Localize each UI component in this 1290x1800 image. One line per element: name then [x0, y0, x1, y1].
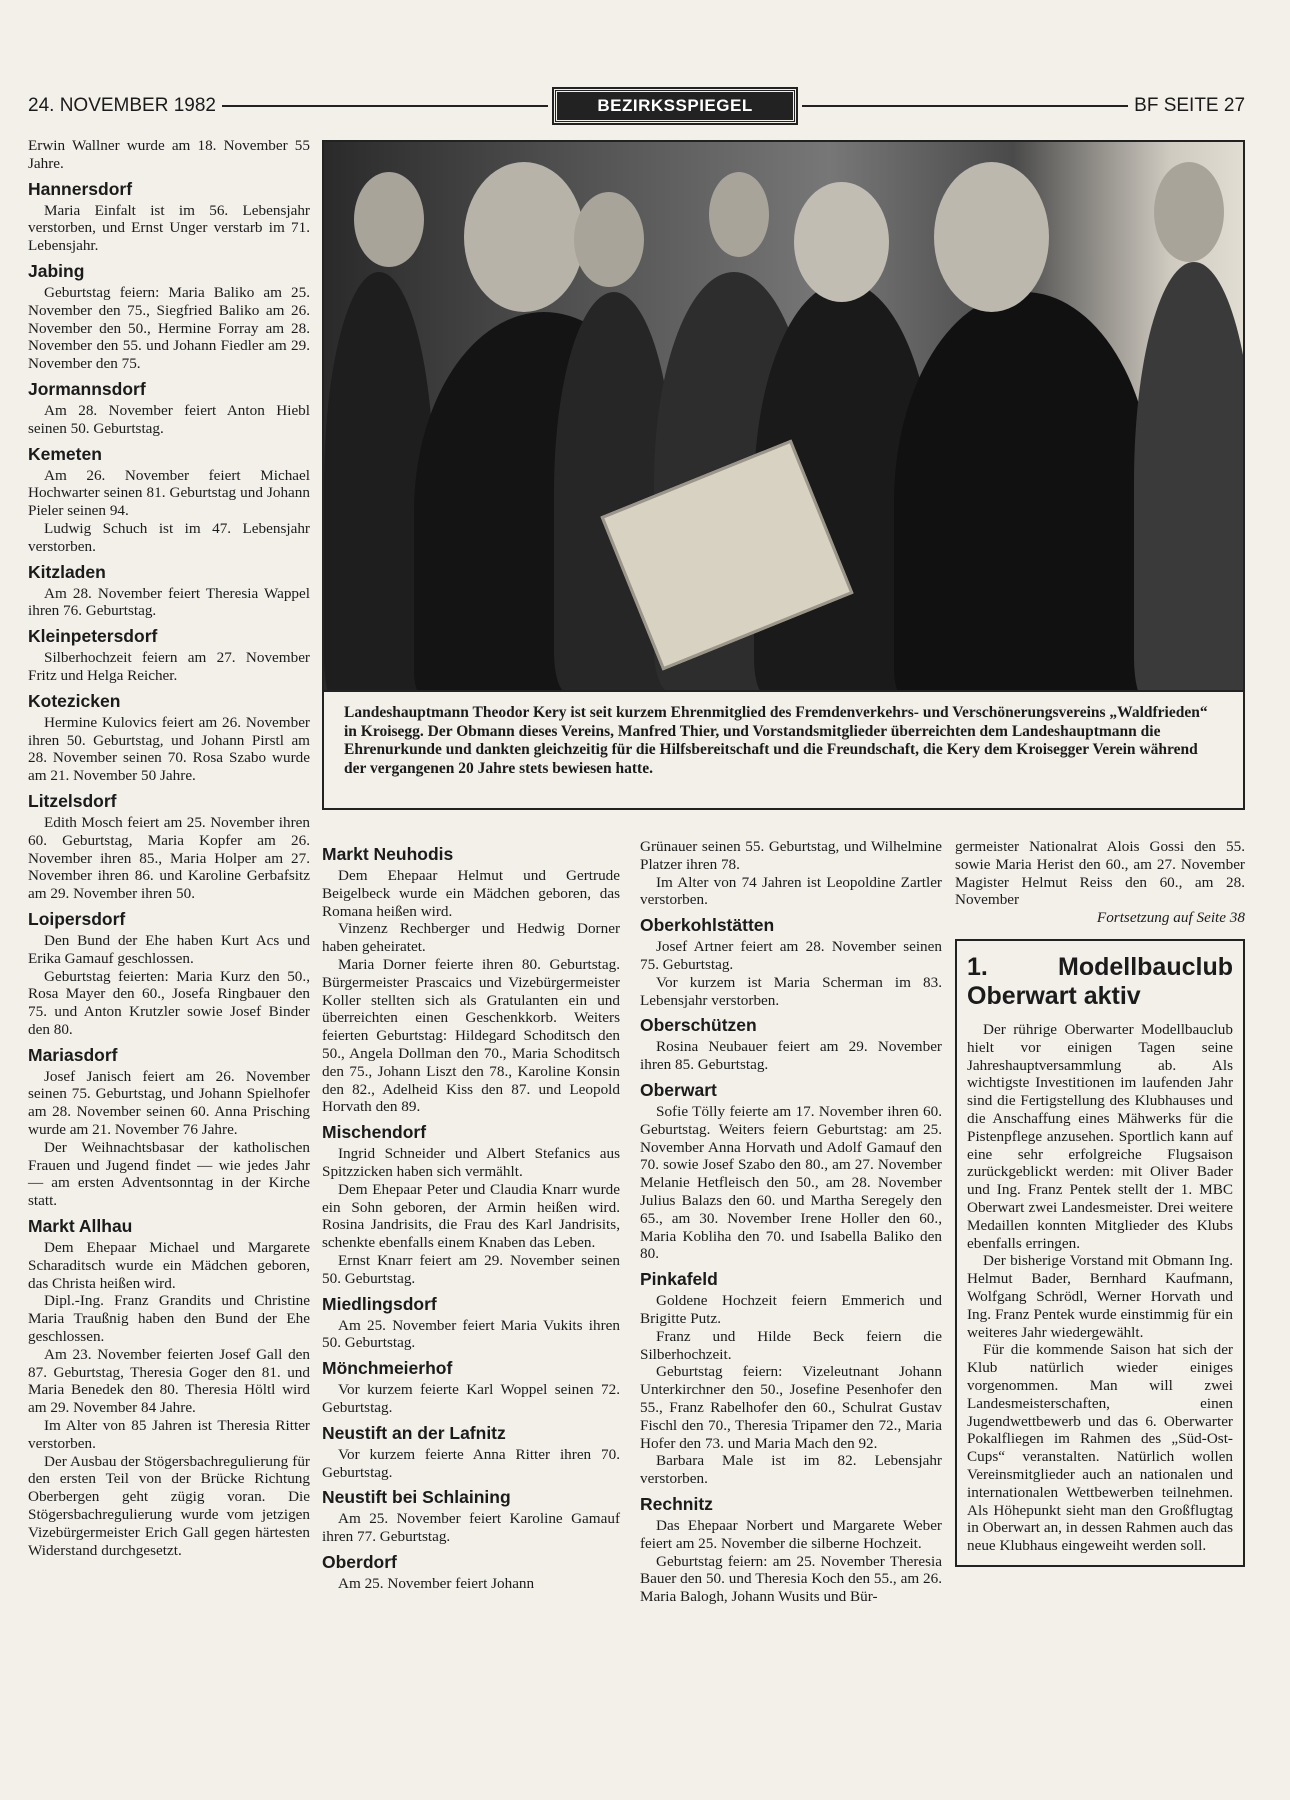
news-paragraph: Silberhochzeit feiern am 27. November Fritz und Helga Reicher.: [28, 649, 310, 684]
news-paragraph: Geburtstag feierten: Maria Kurz den 50., Rosa Mayer den 60., Josefa Ringbauer den 75. und Anton Krutzler sowie Josef Binder den 80.: [28, 967, 310, 1038]
section-heading: Mönchmeierhof: [322, 1358, 453, 1379]
section-heading: Kleinpetersdorf: [28, 626, 158, 647]
news-paragraph: Geburtstag feiern: Vizeleutnant Johann Unterkirchner den 50., Josefine Pesenhofer den 55., Franz Rabelhofer den 60., Schulrat Gustav Fischl den 70., Theresia Tripamer den 72., Maria Hofer den 73. und Maria Mach den 92.: [640, 1363, 942, 1452]
news-paragraph: Am 25. November feiert Maria Vukits ihren 50. Geburtstag.: [322, 1316, 620, 1352]
news-paragraph: Vor kurzem feierte Karl Woppel seinen 72. Geburtstag.: [322, 1381, 620, 1416]
section-heading: Neustift an der Lafnitz: [322, 1422, 506, 1443]
news-section: [28, 1045, 310, 1210]
news-paragraph: Am 23. November feierten Josef Gall den 87. Geburtstag, Theresia Goger den 81. und Maria Benedek den 80. Theresia Höltl wird am 29. November 84 Jahre.: [28, 1345, 310, 1417]
masthead: [28, 88, 1245, 124]
section-heading: Jabing: [28, 260, 85, 281]
photo-caption: Landeshauptmann Theodor Kery ist seit kurzem Ehrenmitglied des Fremdenverkehrs- und Verschönerungsvereins „Waldfrieden“ in Kroisegg. Der Obmann dieses Vereins, Manfred Thier, und Vorstandsmitglieder überreichten dem Landeshauptmann die Ehrenurkunde und dankten gleichzeitig für die Hilfsbereitschaft und die Freundschaft, die Kery dem Kroisegger Verein während der vergangenen 20 Jahre stets bewiesen hatte.: [322, 692, 1245, 810]
section-heading: Mischendorf: [322, 1122, 427, 1143]
section-heading: Jormannsdorf: [28, 378, 146, 399]
section-heading: Markt Allhau: [28, 1216, 133, 1237]
news-section: [322, 1552, 620, 1593]
news-section: [640, 1015, 942, 1074]
news-section: [28, 261, 310, 373]
section-heading: Hannersdorf: [28, 178, 133, 199]
section-heading: Kitzladen: [28, 561, 106, 582]
divider: [802, 105, 1128, 107]
news-paragraph: Sofie Tölly feierte am 17. November ihren 60. Geburtstag. Weiters feiern Geburtstag: am 25. November Anna Horvath und Adolf Gamauf den 70. sowie Josef Szabo den 80., am 27. November Melanie Hetfleisch den 50., am 28. November Julius Balazs den 60. und Martha Seregely den 65., am 30. November Irene Holler den 60., Maria Kobliha den 70. und Isabella Baliko den 80.: [640, 1102, 942, 1263]
continued-text: germeister Nationalrat Alois Gossi den 55. sowie Maria Herist den 60., am 27. November Magister Helmut Reiss den 60., am 28. November: [955, 838, 1245, 909]
news-section: [640, 1494, 942, 1606]
article-paragraph: Der rührige Oberwarter Modellbauclub hielt vor einigen Tagen seine Jahreshauptversammlung ab. Als wichtigste Investitionen im laufenden Jahr sind die Fertigstellung des Klubhauses und die Anschaffung eines Mähwerks für die Pistenpflege anzusehen. Sportlich kann auf eine sehr erfolgreiche Flugsaison zurückgeblickt werden: mit Oliver Bader und Ing. Franz Pentek stellt der 1. MBC Oberwart zwei Landesmeister. Drei weitere Medaillen konnten Mitglieder des Klubs ebenfalls erringen.: [967, 1020, 1233, 1252]
news-paragraph: Geburtstag feiern: am 25. November Theresia Bauer den 50. und Theresia Koch den 55., am 26. Maria Balogh, Johann Wusits und Bür-: [640, 1552, 942, 1606]
news-paragraph: Am 28. November feiert Theresia Wappel ihren 76. Geburtstag.: [28, 584, 310, 620]
news-section: [322, 1358, 620, 1417]
news-section: [640, 915, 942, 1009]
news-paragraph: Dipl.-Ing. Franz Grandits und Christine Maria Traußnig haben den Bund der Ehe geschlossen.: [28, 1292, 310, 1346]
section-heading: Litzelsdorf: [28, 790, 117, 811]
news-paragraph: Dem Ehepaar Michael und Margarete Scharaditsch wurde ein Mädchen geboren, das Christa heißen wird.: [28, 1239, 310, 1292]
section-heading: Mariasdorf: [28, 1044, 118, 1065]
news-section: [28, 379, 310, 438]
column-3: [640, 838, 942, 1606]
section-heading: Miedlingsdorf: [322, 1293, 437, 1314]
section-heading: Oberwart: [640, 1079, 717, 1100]
news-paragraph: Vor kurzem feierte Anna Ritter ihren 70. Geburtstag.: [322, 1445, 620, 1481]
news-section: [322, 1487, 620, 1546]
news-paragraph: Erwin Wallner wurde am 18. November 55 Jahre.: [28, 137, 310, 172]
news-section: [28, 626, 310, 685]
section-title: BEZIRKSSPIEGEL: [554, 89, 795, 123]
section-heading: Kemeten: [28, 443, 102, 464]
news-paragraph: Am 26. November feiert Michael Hochwarter seinen 81. Geburtstag und Johann Pieler seinen 94.: [28, 466, 310, 520]
news-paragraph: Maria Einfalt ist im 56. Lebensjahr verstorben, und Ernst Unger verstarb im 71. Lebensjahr.: [28, 201, 310, 255]
news-paragraph: Franz und Hilde Beck feiern die Silberhochzeit.: [640, 1327, 942, 1363]
news-section: [28, 137, 310, 173]
news-section: [322, 844, 620, 1116]
news-section: [322, 1122, 620, 1287]
news-paragraph: Grünauer seinen 55. Geburtstag, und Wilhelmine Platzer ihren 78.: [640, 838, 942, 873]
page-number: BF SEITE 27: [1134, 95, 1246, 116]
article-paragraph: Für die kommende Saison hat sich der Klub natürlich wieder einiges vorgenommen. Man will zwei Landesmeisterschaften, einen Jugendwettbewerb und das 6. Oberwarter Pokalfliegen im Rahmen des „Süd-Ost-Cups“ veranstalten. Natürlich wollen Vereinsmitglieder auch an nationalen und internationalen Wettbewerben teilnehmen. Als Höhepunkt sieht man den Großflugtag in Oberwart an, in dessen Rahmen auch das neue Klubhaus eingeweiht werden soll.: [967, 1341, 1233, 1555]
issue-date: 24. NOVEMBER 1982: [28, 95, 216, 116]
news-paragraph: Im Alter von 85 Jahren ist Theresia Ritter verstorben.: [28, 1417, 310, 1452]
news-paragraph: Im Alter von 74 Jahren ist Leopoldine Zartler verstorben.: [640, 873, 942, 909]
news-section: [28, 909, 310, 1039]
section-heading: Oberkohlstätten: [640, 915, 775, 936]
news-section: [28, 791, 310, 903]
news-section: [640, 1080, 942, 1263]
news-paragraph: Edith Mosch feiert am 25. November ihren 60. Geburtstag, Maria Kopfer am 26. November ihren 85., Maria Holper am 27. November ihren 86. und Karoline Gerbafsitz am 29. November ihren 50.: [28, 813, 310, 903]
news-paragraph: Rosina Neubauer feiert am 29. November ihren 85. Geburtstag.: [640, 1038, 942, 1074]
news-section: [28, 562, 310, 621]
news-paragraph: Der Weihnachtsbasar der katholischen Frauen und Jugend findet — wie jedes Jahr — am ersten Adventsonntag in der Kirche statt.: [28, 1138, 310, 1210]
news-paragraph: Geburtstag feiern: Maria Baliko am 25. November den 75., Siegfried Baliko am 26. November den 50., Hermine Forray am 28. November den 55. und Johann Fiedler am 29. November den 75.: [28, 283, 310, 373]
column-1: [28, 137, 310, 1559]
continuation-note: Fortsetzung auf Seite 38: [1096, 909, 1245, 927]
news-paragraph: Ingrid Schneider und Albert Stefanics aus Spitzzicken haben sich vermählt.: [322, 1145, 620, 1180]
article-paragraph: Der bisherige Vorstand mit Obmann Ing. Helmut Bader, Bernhard Kaufmann, Wolfgang Schrödl, Werner Horvath und Ing. Franz Pentek wurde einstimmig für ein weiteres Jahr wiedergewählt.: [967, 1252, 1233, 1341]
news-section: [322, 1423, 620, 1482]
column-4: [955, 838, 1245, 1567]
news-paragraph: Barbara Male ist im 82. Lebensjahr verstorben.: [640, 1452, 942, 1488]
news-paragraph: Goldene Hochzeit feiern Emmerich und Brigitte Putz.: [640, 1292, 942, 1327]
divider: [222, 105, 548, 107]
article-headline: 1. Modellbauclub Oberwart aktiv: [967, 952, 1233, 1010]
news-section: [640, 1269, 942, 1488]
news-section: [322, 1294, 620, 1353]
news-paragraph: Das Ehepaar Norbert und Margarete Weber feiert am 25. November die silberne Hochzeit.: [640, 1516, 942, 1552]
section-heading: Markt Neuhodis: [322, 844, 454, 864]
news-paragraph: Ernst Knarr feiert am 29. November seinen 50. Geburtstag.: [322, 1251, 620, 1287]
section-heading: Pinkafeld: [640, 1269, 718, 1290]
news-paragraph: Den Bund der Ehe haben Kurt Acs und Erika Gamauf geschlossen.: [28, 931, 310, 967]
news-paragraph: Josef Artner feiert am 28. November seinen 75. Geburtstag.: [640, 938, 942, 973]
news-section: [28, 179, 310, 255]
news-paragraph: Dem Ehepaar Helmut und Gertrude Beigelbeck wurde ein Mädchen geboren, das Romana heißen wird.: [322, 867, 620, 920]
news-paragraph: Am 28. November feiert Anton Hiebl seinen 50. Geburtstag.: [28, 401, 310, 437]
column-2: [322, 838, 620, 1593]
article-modellbauclub: [955, 939, 1245, 1567]
news-paragraph: Ludwig Schuch ist im 47. Lebensjahr verstorben.: [28, 519, 310, 555]
news-paragraph: Josef Janisch feiert am 26. November seinen 75. Geburtstag, und Johann Spielhofer am 28. November seinen 60. Anna Prisching wurde am 21. November 76 Jahre.: [28, 1067, 310, 1139]
news-paragraph: Dem Ehepaar Peter und Claudia Knarr wurde ein Sohn geboren, der Armin heißen wird. Rosina Jandrisits, die Frau des Karl Jandrisits, schenkte ebenfalls einem Knaben das Leben.: [322, 1180, 620, 1252]
section-heading: Loipersdorf: [28, 908, 126, 929]
news-paragraph: Am 25. November feiert Johann: [338, 1574, 535, 1592]
news-paragraph: Am 25. November feiert Karoline Gamauf ihren 77. Geburtstag.: [322, 1510, 620, 1546]
section-heading: Kotezicken: [28, 690, 121, 711]
news-paragraph: Vor kurzem ist Maria Scherman im 83. Lebensjahr verstorben.: [640, 973, 942, 1009]
news-paragraph: Vinzenz Rechberger und Hedwig Dorner haben geheiratet.: [322, 920, 620, 956]
news-paragraph: Maria Dorner feierte ihren 80. Geburtstag. Bürgermeister Prascaics und Vizebürgermeister Koller stellten sich als Gratulanten ein und überreichten einen Geschenkkorb. Weiters feierten Geburtstag: Hildegard Schoditsch den 50., Angela Dollman den 70., Maria Schoditsch den 75., Johann Liszt den 78., Karoline Konsin den 82., Adelheid Kiss den 87. und Leopold Horvath den 89.: [322, 955, 620, 1116]
section-heading: Oberdorf: [322, 1551, 397, 1572]
section-heading: Rechnitz: [640, 1493, 713, 1514]
section-heading: Oberschützen: [640, 1015, 757, 1036]
news-paragraph: Der Ausbau der Stögersbachregulierung für den ersten Teil von der Brücke Richtung Oberbergen geht zügig voran. Die Stögersbachregulierung wurde vom jetzigen Vizebürgermeister Erich Gall gegen härtesten Widerstand durchgesetzt.: [28, 1452, 310, 1559]
news-photo: [322, 140, 1245, 692]
news-section: [640, 838, 942, 909]
section-heading: Neustift bei Schlaining: [322, 1487, 511, 1508]
news-paragraph: Hermine Kulovics feiert am 26. November ihren 50. Geburtstag, und Johann Pirstl am 28. November seinen 70. Rosa Szabo wurde am 21. November 50 Jahre.: [28, 713, 310, 785]
news-section: [28, 1216, 310, 1559]
news-section: [28, 444, 310, 556]
news-section: [28, 691, 310, 785]
